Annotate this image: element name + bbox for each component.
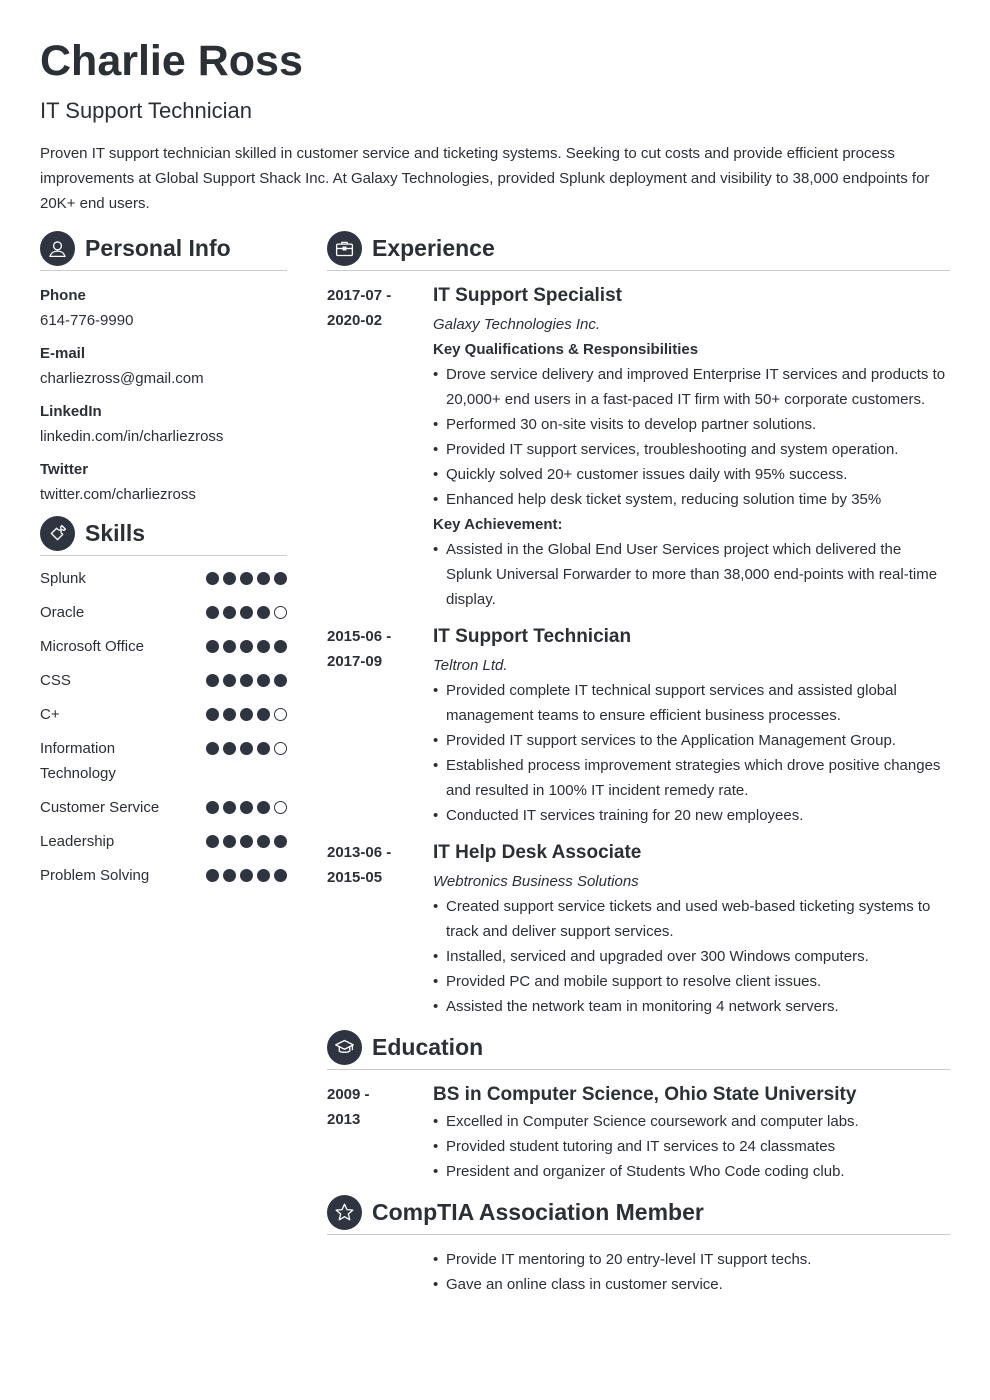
education-title: Education <box>372 1033 484 1060</box>
skill-row <box>40 863 287 888</box>
rating-dot-filled <box>223 674 236 687</box>
rating-dot-filled <box>223 708 236 721</box>
education-degree: BS in Computer Science, Ohio State University <box>433 1084 857 1105</box>
membership-entry <box>327 1247 950 1297</box>
rating-dot-filled <box>257 708 270 721</box>
phone-value[interactable]: 614-776-9990 <box>40 312 134 329</box>
education-entry <box>327 1082 950 1184</box>
rating-dot-filled <box>274 869 287 882</box>
linkedin-label: LinkedIn <box>40 403 102 420</box>
personal-info-header <box>40 230 287 271</box>
rating-dot-filled <box>223 869 236 882</box>
list-item: • Provided IT support services, troubleshooting and system operation. <box>433 437 950 462</box>
membership-bullets <box>433 1247 950 1297</box>
skill-row <box>40 668 287 693</box>
twitter-label: Twitter <box>40 461 89 478</box>
experience-list <box>327 283 950 1019</box>
skill-name: Splunk <box>40 570 86 587</box>
email-label: E-mail <box>40 345 86 362</box>
rating-dot-filled <box>257 869 270 882</box>
left-column <box>40 230 287 897</box>
skill-row <box>40 566 287 591</box>
rating-dot-filled <box>206 742 219 755</box>
membership-title: CompTIA Association Member <box>372 1198 704 1225</box>
rating-dot-filled <box>223 742 236 755</box>
rating-dot-filled <box>240 835 253 848</box>
education-date-start: 2009 - <box>327 1086 370 1103</box>
skill-name: C+ <box>40 706 60 723</box>
skill-name: Customer Service <box>40 799 160 816</box>
experience-title: Experience <box>372 234 495 261</box>
graduation-cap-icon <box>327 1030 362 1065</box>
list-item: • Drove service delivery and improved Enterprise IT services and products to 20,000+ end users in a fast-paced IT firm with 50+ corporate customers. <box>433 362 950 412</box>
job-date-end: 2015-05 <box>327 869 383 886</box>
skill-rating <box>206 572 287 585</box>
skills-list <box>40 566 287 888</box>
skill-rating <box>206 835 287 848</box>
person-icon <box>40 231 75 266</box>
summary: Proven IT support technician skilled in customer service and ticketing systems. Seeking to cut costs and provide efficient process improvements at Global Support Shack Inc. At Galaxy Technologies, provided Splunk deployment and visibility to 38,000 endpoints for 20K+ end users. <box>40 145 930 212</box>
job-date-end: 2017-09 <box>327 653 383 670</box>
experience-entry <box>327 283 950 612</box>
list-item: • Quickly solved 20+ customer issues daily with 95% success. <box>433 462 950 487</box>
list-item: • Gave an online class in customer service. <box>433 1272 950 1297</box>
rating-dot-empty <box>274 606 287 619</box>
list-item: • Assisted the network team in monitoring 4 network servers. <box>433 994 950 1019</box>
rating-dot-filled <box>206 640 219 653</box>
skills-title: Skills <box>85 519 146 546</box>
skills-header <box>40 515 287 556</box>
list-item: • President and organizer of Students Who Code coding club. <box>433 1159 950 1184</box>
rating-dot-filled <box>257 801 270 814</box>
skill-name: Oracle <box>40 604 85 621</box>
rating-dot-filled <box>206 801 219 814</box>
rating-dot-filled <box>206 708 219 721</box>
list-item: • Provided PC and mobile support to resolve client issues. <box>433 969 950 994</box>
phone-item <box>40 283 287 333</box>
list-item: • Performed 30 on-site visits to develop partner solutions. <box>433 412 950 437</box>
skill-rating <box>206 640 287 653</box>
skill-rating <box>206 708 287 721</box>
list-item: • Provide IT mentoring to 20 entry-level IT support techs. <box>433 1247 950 1272</box>
rating-dot-filled <box>223 801 236 814</box>
phone-label: Phone <box>40 287 86 304</box>
personal-info-title: Personal Info <box>85 234 231 261</box>
list-item: • Installed, serviced and upgraded over 300 Windows computers. <box>433 944 950 969</box>
skill-name: Problem Solving <box>40 867 150 884</box>
company-name: Teltron Ltd. <box>433 657 508 674</box>
job-bullets <box>433 362 950 512</box>
rating-dot-filled <box>240 674 253 687</box>
experience-entry <box>327 840 950 1019</box>
rating-dot-filled <box>240 572 253 585</box>
twitter-item <box>40 457 287 507</box>
rating-dot-filled <box>223 572 236 585</box>
puzzle-icon <box>40 516 75 551</box>
candidate-name: Charlie Ross <box>40 37 303 85</box>
rating-dot-filled <box>274 640 287 653</box>
rating-dot-filled <box>257 742 270 755</box>
list-item: • Created support service tickets and used web-based ticketing systems to track and deliver support services. <box>433 894 950 944</box>
job-date-start: 2013-06 - <box>327 844 392 861</box>
rating-dot-filled <box>206 606 219 619</box>
briefcase-icon <box>327 231 362 266</box>
rating-dot-filled <box>257 606 270 619</box>
skill-row <box>40 736 287 786</box>
rating-dot-filled <box>223 606 236 619</box>
membership-header <box>327 1194 950 1235</box>
skill-row <box>40 702 287 727</box>
rating-dot-filled <box>274 674 287 687</box>
rating-dot-filled <box>240 801 253 814</box>
list-item: • Provided IT support services to the Application Management Group. <box>433 728 950 753</box>
rating-dot-filled <box>223 640 236 653</box>
rating-dot-empty <box>274 708 287 721</box>
rating-dot-filled <box>240 606 253 619</box>
rating-dot-filled <box>257 835 270 848</box>
rating-dot-filled <box>240 742 253 755</box>
job-title: IT Help Desk Associate <box>433 842 642 863</box>
skill-rating <box>206 606 287 619</box>
job-subheading: Key Achievement: <box>433 516 563 533</box>
rating-dot-filled <box>223 835 236 848</box>
skill-name: Information Technology <box>40 740 116 782</box>
skill-name: CSS <box>40 672 71 689</box>
list-item: • Excelled in Computer Science coursework and computer labs. <box>433 1109 950 1134</box>
job-bullets <box>433 894 950 1019</box>
rating-dot-filled <box>206 674 219 687</box>
star-icon <box>327 1195 362 1230</box>
job-date-start: 2017-07 - <box>327 287 392 304</box>
skill-row <box>40 600 287 625</box>
job-date-start: 2015-06 - <box>327 628 392 645</box>
skill-rating <box>206 674 287 687</box>
job-title: IT Support Specialist <box>433 285 622 306</box>
education-date-end: 2013 <box>327 1111 361 1128</box>
job-date-end: 2020-02 <box>327 312 383 329</box>
linkedin-value[interactable]: linkedin.com/in/charliezross <box>40 428 224 445</box>
job-bullets <box>433 537 950 612</box>
right-column <box>327 230 950 1297</box>
skill-row <box>40 634 287 659</box>
rating-dot-filled <box>257 674 270 687</box>
candidate-title: IT Support Technician <box>40 98 252 123</box>
skill-row <box>40 829 287 854</box>
skill-rating <box>206 869 287 882</box>
twitter-value[interactable]: twitter.com/charliezross <box>40 486 196 503</box>
experience-entry <box>327 624 950 828</box>
list-item: • Established process improvement strategies which drove positive changes and resulted in 100% IT incident remedy rate. <box>433 753 950 803</box>
education-header <box>327 1029 950 1070</box>
skill-name: Leadership <box>40 833 115 850</box>
education-date <box>327 1082 433 1184</box>
skill-row <box>40 795 287 820</box>
job-date <box>327 840 433 1019</box>
list-item: • Provided complete IT technical support services and assisted global management teams to ensure efficient business processes. <box>433 678 950 728</box>
linkedin-item <box>40 399 287 449</box>
company-name: Webtronics Business Solutions <box>433 873 639 890</box>
rating-dot-filled <box>274 572 287 585</box>
rating-dot-filled <box>257 572 270 585</box>
list-item: • Enhanced help desk ticket system, reducing solution time by 35% <box>433 487 950 512</box>
rating-dot-empty <box>274 801 287 814</box>
company-name: Galaxy Technologies Inc. <box>433 316 601 333</box>
list-item: • Assisted in the Global End User Services project which delivered the Splunk Universal Forwarder to more than 38,000 end-points with real-time display. <box>433 537 950 612</box>
skill-rating <box>206 801 287 814</box>
rating-dot-filled <box>240 708 253 721</box>
email-value[interactable]: charliezross@gmail.com <box>40 370 204 387</box>
skill-name: Microsoft Office <box>40 638 144 655</box>
rating-dot-filled <box>206 869 219 882</box>
rating-dot-filled <box>257 640 270 653</box>
email-item <box>40 341 287 391</box>
job-bullets <box>433 678 950 828</box>
rating-dot-filled <box>274 835 287 848</box>
list-item: • Provided student tutoring and IT services to 24 classmates <box>433 1134 950 1159</box>
education-bullets <box>433 1109 950 1184</box>
job-date <box>327 283 433 612</box>
rating-dot-filled <box>206 572 219 585</box>
rating-dot-filled <box>240 869 253 882</box>
job-date <box>327 624 433 828</box>
list-item: • Conducted IT services training for 20 new employees. <box>433 803 950 828</box>
rating-dot-filled <box>206 835 219 848</box>
rating-dot-empty <box>274 742 287 755</box>
experience-header <box>327 230 950 271</box>
job-title: IT Support Technician <box>433 626 632 647</box>
job-subheading: Key Qualifications & Responsibilities <box>433 341 699 358</box>
skill-rating <box>206 742 287 755</box>
rating-dot-filled <box>240 640 253 653</box>
personal-info-list <box>40 283 287 507</box>
